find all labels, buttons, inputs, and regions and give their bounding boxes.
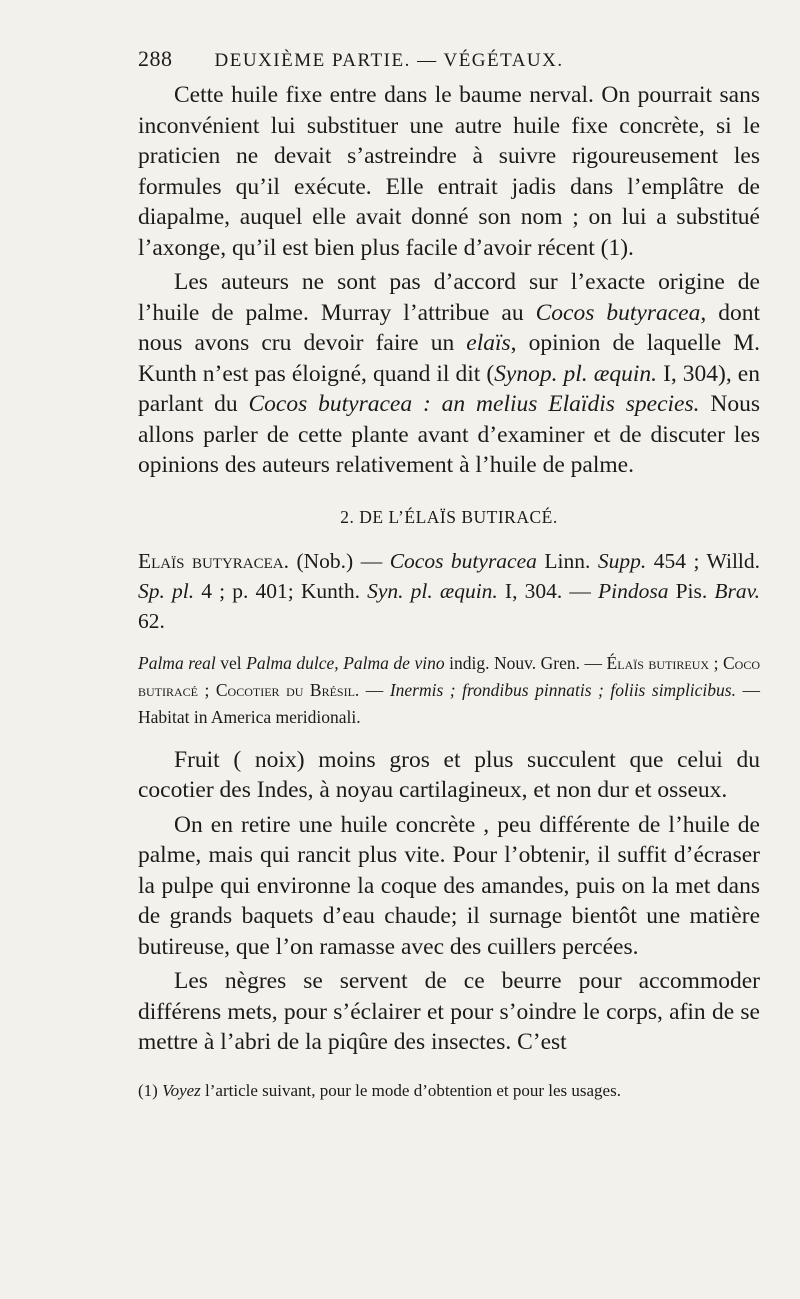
italic-run: Pindosa bbox=[597, 578, 669, 603]
text-run: 454 ; Willd. bbox=[646, 548, 761, 573]
section-heading: 2. DE L’ÉLAÏS BUTIRACÉ. bbox=[340, 506, 558, 527]
italic-run: Syn. pl. æquin. bbox=[367, 578, 498, 603]
text-run: — Habitat in America meridionali. bbox=[138, 679, 760, 727]
text-run: Nous allons parler de cette plante avant d’examiner et de discuter les opinions des auteurs relativement à l’huile de palme. bbox=[138, 391, 760, 478]
footnote-mark: (1) bbox=[138, 1080, 158, 1100]
page-header bbox=[138, 46, 760, 72]
paragraph-fruit: Fruit ( noix) moins gros et plus succulent que celui du cocotier des Indes, à noyau cartilagineux, et non dur et osseux. bbox=[138, 746, 760, 803]
footnote bbox=[138, 1080, 760, 1102]
paragraph-palm-oil-origin bbox=[138, 267, 760, 481]
text-run: I, 304), en parlant du bbox=[138, 360, 760, 417]
text-run: , opinion de laquelle M. Kunth n’est pas éloigné, quand il dit ( bbox=[138, 330, 760, 387]
italic-run: Inermis ; frondibus pinnatis ; foliis simplicibus. bbox=[389, 679, 736, 700]
italic-run: Sp. pl. bbox=[138, 578, 195, 603]
text-run: Pis. bbox=[668, 578, 715, 603]
synonymy-entry bbox=[138, 546, 760, 636]
text-run: l’article suivant, pour le mode d’obtention et pour les usages. bbox=[200, 1080, 621, 1100]
italic-run: Voyez bbox=[162, 1080, 201, 1100]
text-run: indig. Nouv. Gren. — bbox=[444, 652, 607, 673]
italic-run: elaïs bbox=[466, 330, 511, 356]
running-title: DEUXIÈME PARTIE. — VÉGÉTAUX. bbox=[214, 50, 564, 71]
vernacular-names: Élaïs butireux ; Coco butiracé ; Cocotier du Brésil. bbox=[138, 652, 761, 700]
text-run: Linn. bbox=[536, 548, 598, 573]
paragraph-extraction: On en retire une huile concrète , peu différente de l’huile de palme, mais qui rancit plus vite. Pour l’obtenir, il suffit d’écraser la pulpe qui environne la coque des amandes, puis on la met dans de grands baquets d’eau chaude; il surnage bientôt une matière butireuse, que l’on ramasse avec des cuillers percées. bbox=[138, 811, 760, 960]
italic-run: Palma dulce, Palma de vino bbox=[246, 652, 445, 673]
italic-run: Synop. pl. æquin. bbox=[494, 360, 658, 387]
page-number: 288 bbox=[138, 46, 173, 71]
species-name: Elaïs butyracea. bbox=[138, 548, 289, 573]
paragraph-palm-oil-uses: Cette huile fixe entre dans le baume nerval. On pourrait sans inconvénient lui substituer une autre huile fixe concrète, si le praticien ne devait s’astreindre à suivre rigoureusement les formules qu’il exécute. Elle entrait jadis dans l’emplâtre de diapalme, auquel elle avait donné son nom ; on lui a substitué l’axonge, qu’il est bien plus facile d’avoir récent (1). bbox=[138, 82, 760, 261]
text-run: , dont nous avons cru devoir faire un bbox=[138, 299, 760, 356]
italic-run: Brav. bbox=[714, 578, 760, 603]
italic-run: Palma real bbox=[138, 652, 216, 673]
text-run: (Nob.) — bbox=[289, 548, 390, 573]
italic-run: Supp. bbox=[597, 548, 647, 573]
text-run: — bbox=[359, 679, 390, 700]
common-names-entry bbox=[138, 650, 760, 731]
text-run: Les auteurs ne sont pas d’accord sur l’exacte origine de l’huile de palme. Murray l’attribue au bbox=[138, 269, 760, 326]
italic-run: Cocos butyracea bbox=[389, 548, 537, 573]
text-run: 4 ; p. 401; Kunth. bbox=[194, 578, 368, 603]
text-run: I, 304. — bbox=[497, 578, 598, 603]
text-run: 62. bbox=[138, 608, 165, 633]
italic-run: Cocos butyracea : an melius Elaïdis species. bbox=[248, 391, 700, 417]
text-run: vel bbox=[215, 652, 247, 673]
italic-run: Cocos butyracea bbox=[535, 299, 701, 326]
paragraph-uses: Les nègres se servent de ce beurre pour accommoder différens mets, pour s’éclairer et pour s’oindre le corps, afin de se mettre à l’abri de la piqûre des insectes. C’est bbox=[138, 968, 760, 1055]
